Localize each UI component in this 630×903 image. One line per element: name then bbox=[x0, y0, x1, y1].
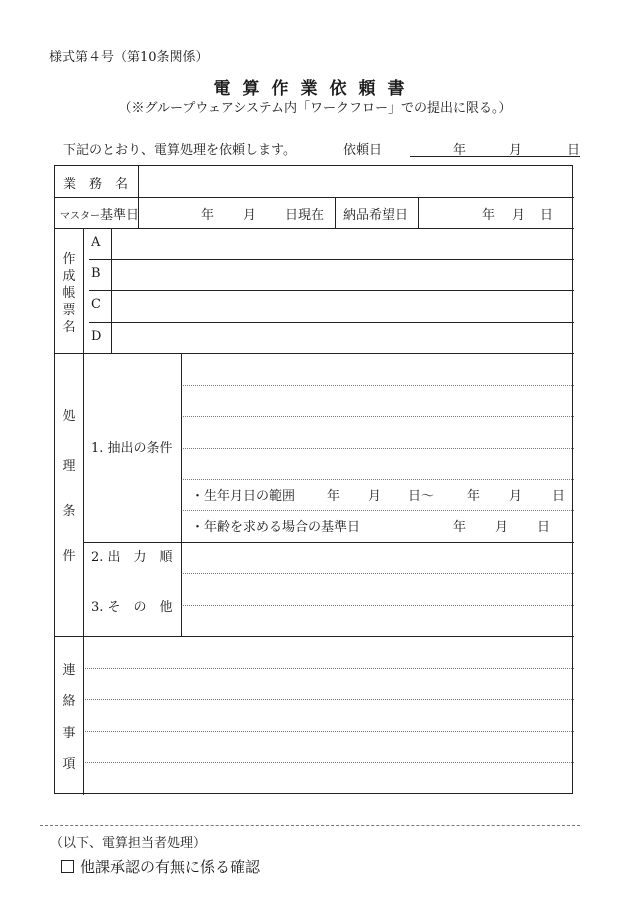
delivery-date-label: 納品希望日 bbox=[343, 208, 409, 223]
request-date-month-label: 月 bbox=[509, 143, 523, 158]
birth-to-month-label: 月 bbox=[509, 489, 523, 504]
birth-from-month-label: 月 bbox=[368, 489, 382, 504]
contact-label-char: 連 bbox=[62, 663, 76, 678]
contact-label-char: 事 bbox=[62, 726, 76, 741]
output-order-label: 2. 出 力 順 bbox=[91, 550, 173, 565]
form-number: 様式第４号（第10条関係） bbox=[49, 50, 209, 65]
request-date-label: 依頼日 bbox=[343, 143, 383, 158]
master-base-date-label: マスター基準日 bbox=[60, 208, 140, 223]
age-base-month-label: 月 bbox=[495, 520, 509, 535]
birth-from-year-label: 年 bbox=[327, 489, 341, 504]
approval-confirmation-checkbox[interactable] bbox=[61, 860, 74, 873]
master-date-as-of-label: 日現在 bbox=[285, 208, 325, 223]
request-date-field[interactable] bbox=[410, 139, 580, 157]
writing-line bbox=[181, 510, 574, 511]
other-field[interactable] bbox=[182, 574, 573, 635]
age-base-year-label: 年 bbox=[453, 520, 467, 535]
business-name-field[interactable] bbox=[139, 167, 573, 196]
report-b-field[interactable] bbox=[112, 260, 573, 289]
extract-conditions-label: 1. 抽出の条件 bbox=[91, 441, 173, 456]
report-c-field[interactable] bbox=[112, 291, 573, 321]
delivery-year-label: 年 bbox=[482, 208, 496, 223]
report-name-label-char: 名 bbox=[62, 320, 76, 335]
delivery-month-label: 月 bbox=[512, 208, 526, 223]
processing-label-char: 条 bbox=[62, 504, 76, 519]
column-divider bbox=[83, 228, 84, 353]
report-name-label-char: 成 bbox=[62, 269, 76, 284]
column-divider bbox=[335, 197, 336, 228]
document-subtitle: （※グループウェアシステム内「ワークフロー」での提出に限る。） bbox=[118, 101, 512, 116]
output-order-field[interactable] bbox=[182, 543, 573, 572]
request-form-table bbox=[54, 165, 573, 794]
document-title: 電算作業依頼書 bbox=[213, 79, 417, 99]
staff-section-separator bbox=[40, 825, 580, 826]
report-d-field[interactable] bbox=[112, 323, 573, 352]
report-a-field[interactable] bbox=[112, 229, 573, 258]
business-name-label: 業 務 名 bbox=[63, 177, 129, 192]
birth-to-year-label: 年 bbox=[467, 489, 481, 504]
contact-label-char: 項 bbox=[62, 757, 76, 772]
processing-label-char: 処 bbox=[62, 409, 76, 424]
birth-from-day-label: 日～ bbox=[408, 489, 435, 504]
request-date-year-label: 年 bbox=[453, 143, 467, 158]
report-c-label: C bbox=[91, 297, 101, 312]
birth-date-range-label: ・生年月日の範囲 bbox=[191, 489, 296, 504]
report-name-label-char: 作 bbox=[62, 252, 76, 267]
staff-section-label: （以下、電算担当者処理） bbox=[50, 836, 207, 851]
report-b-label: B bbox=[91, 266, 101, 281]
contact-label-char: 絡 bbox=[62, 694, 76, 709]
report-name-label-char: 帳 bbox=[62, 286, 76, 301]
master-date-year-label: 年 bbox=[201, 208, 215, 223]
processing-label-char: 理 bbox=[62, 459, 76, 474]
processing-label-char: 件 bbox=[62, 549, 76, 564]
request-date-day-label: 日 bbox=[567, 143, 581, 158]
age-base-date-label: ・年齢を求める場合の基準日 bbox=[191, 520, 361, 535]
intro-text: 下記のとおり、電算処理を依頼します。 bbox=[63, 143, 296, 158]
report-a-label: A bbox=[91, 235, 101, 250]
approval-confirmation-row bbox=[61, 856, 260, 877]
delivery-day-label: 日 bbox=[540, 208, 554, 223]
birth-to-day-label: 日 bbox=[552, 489, 566, 504]
contact-items-field[interactable] bbox=[84, 637, 573, 793]
report-name-label-char: 票 bbox=[62, 303, 76, 318]
master-date-month-label: 月 bbox=[243, 208, 257, 223]
report-d-label: D bbox=[91, 329, 102, 344]
age-base-day-label: 日 bbox=[537, 520, 551, 535]
extract-conditions-field[interactable] bbox=[182, 354, 573, 479]
other-label: 3. そ の 他 bbox=[91, 600, 173, 615]
writing-line bbox=[181, 479, 574, 480]
approval-confirmation-label: 他課承認の有無に係る確認 bbox=[80, 858, 261, 876]
